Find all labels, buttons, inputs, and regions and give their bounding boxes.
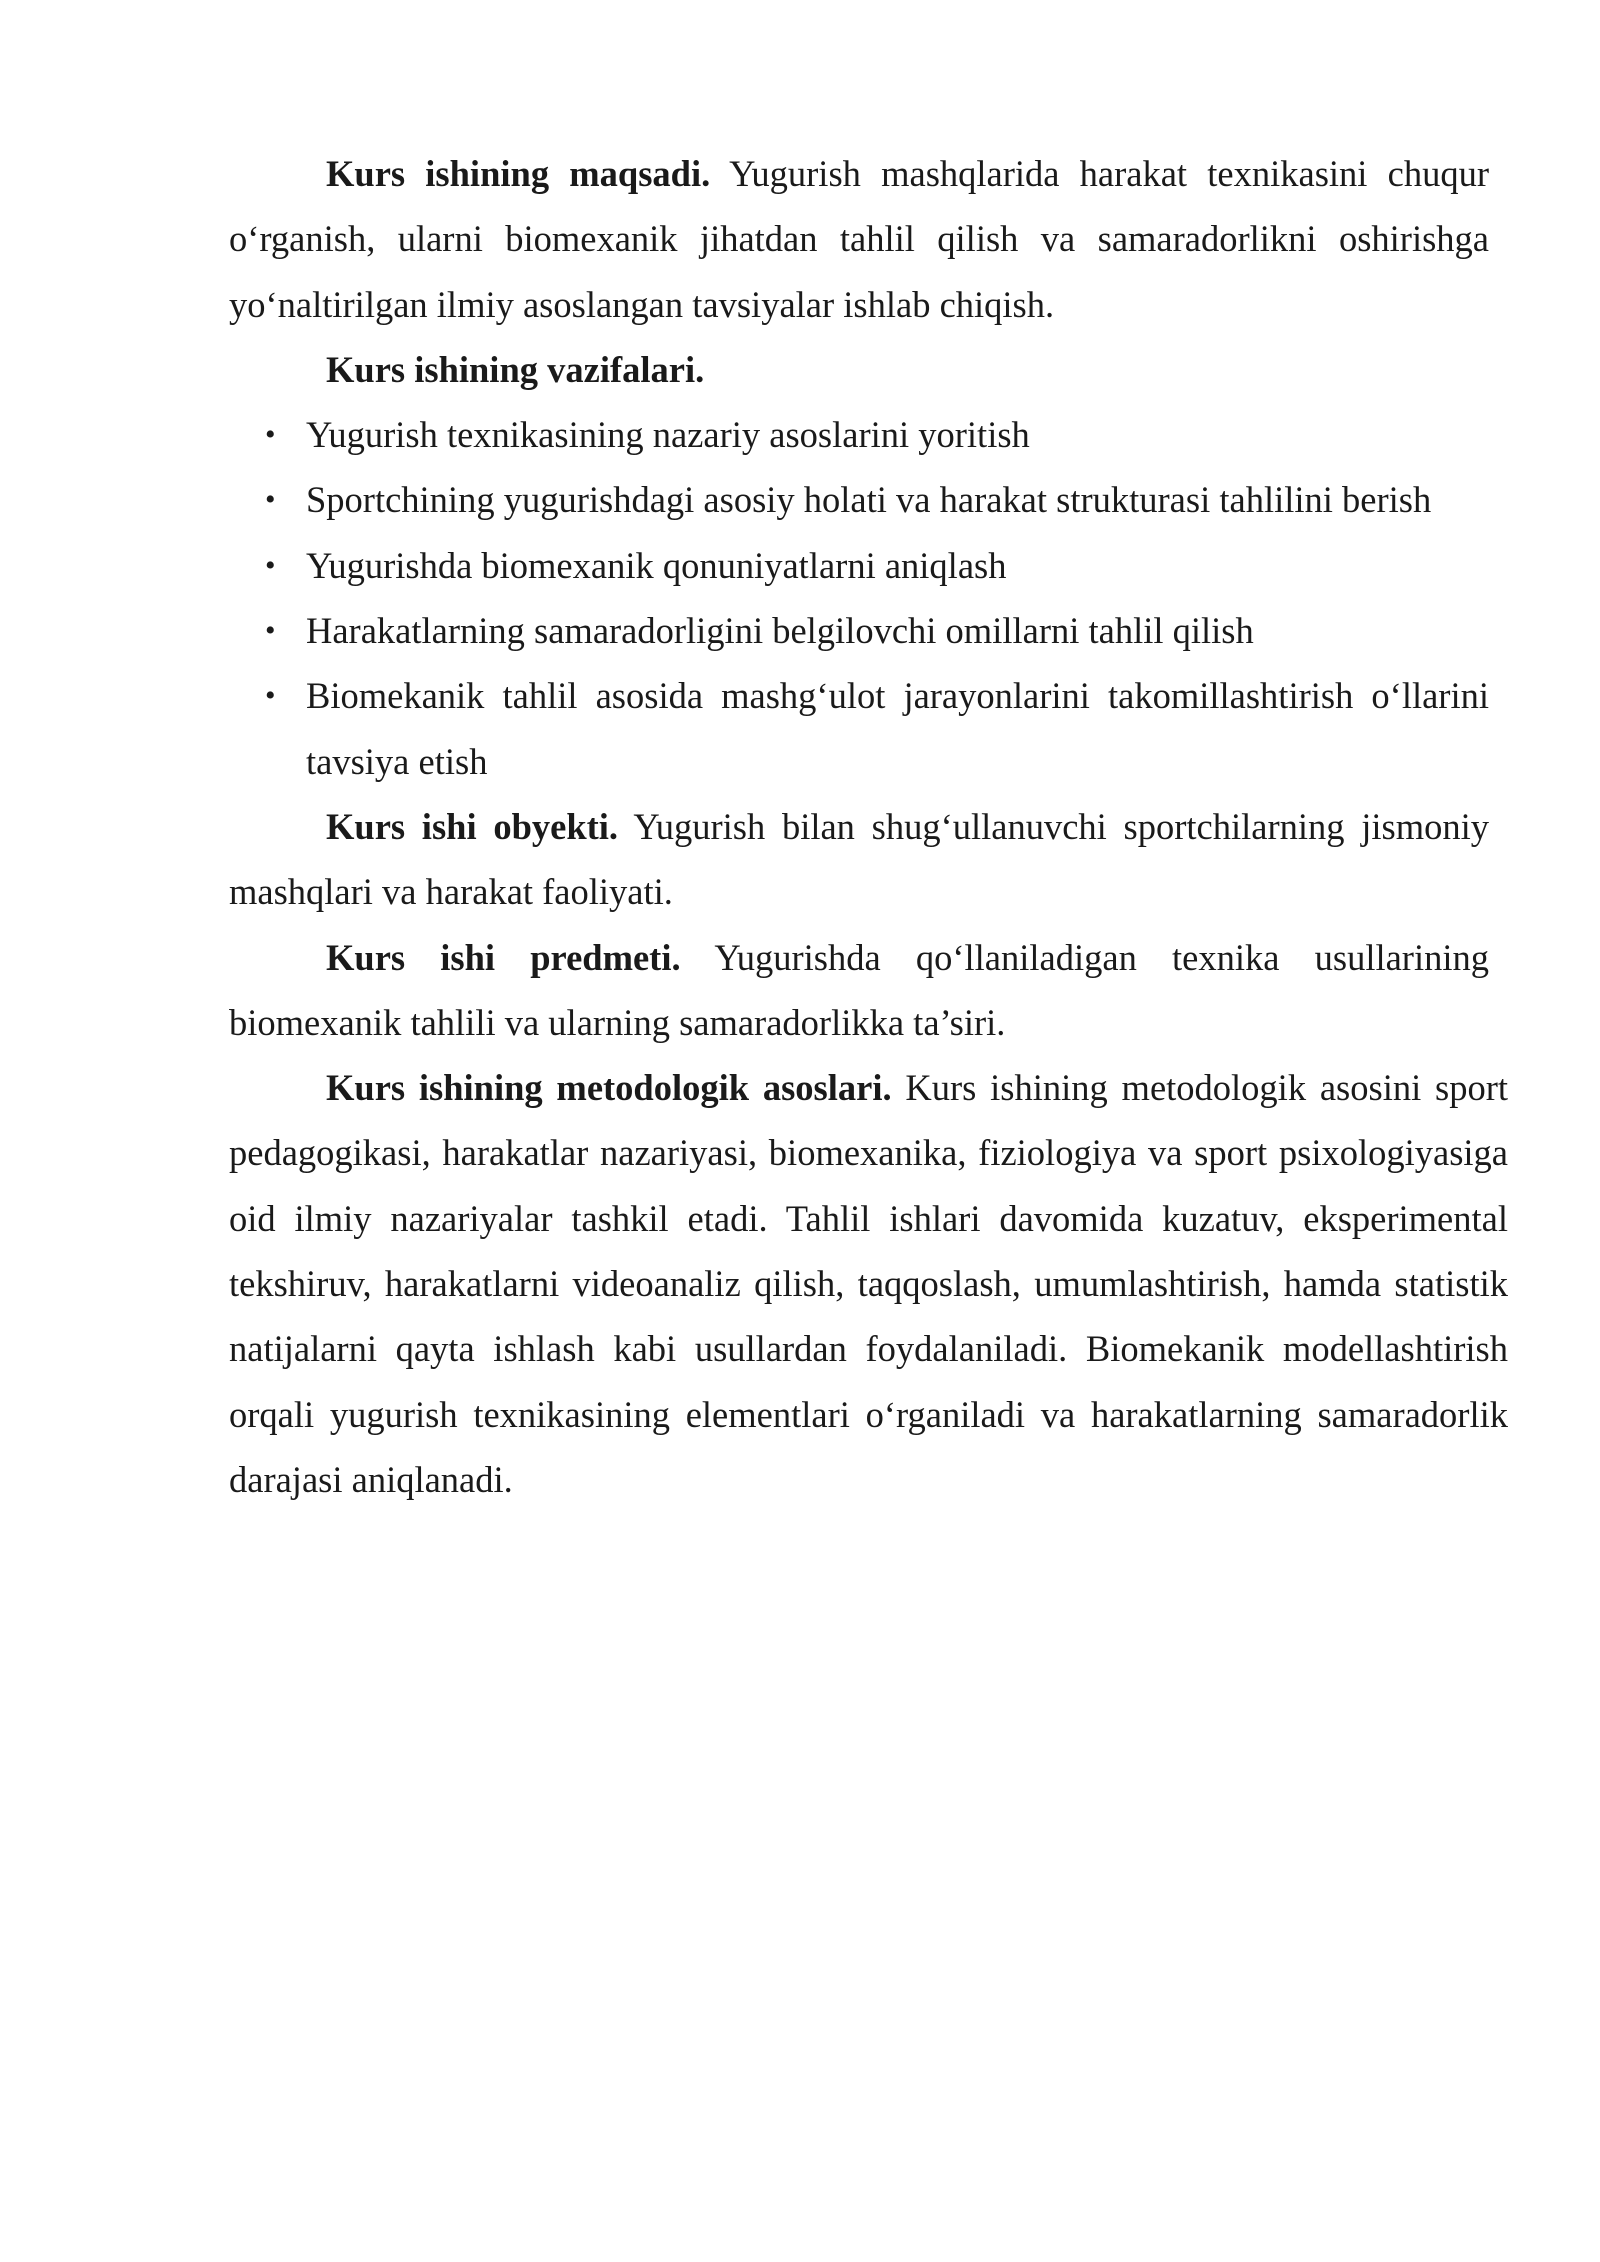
- task-text: Yugurish texnikasining nazariy asoslarini yoritish: [306, 414, 1030, 456]
- document-page: [229, 141, 1509, 1512]
- tasks-list: [229, 402, 1489, 794]
- list-item: [229, 663, 1489, 794]
- bullet-icon: •: [265, 483, 276, 517]
- purpose-text: Yugurish mashqlarida harakat texnikasini chuqur o‘rganish, ularni biomexanik jihatdan tahlil qilish va samaradorlikni oshirishga yo‘naltirilgan ilmiy asoslangan tavsiyalar ishlab chiqish.: [229, 153, 1489, 325]
- object-text: Yugurish bilan shug‘ullanuvchi sportchilarning jismoniy mashqlari va harakat faoliyati.: [229, 805, 1489, 913]
- list-item: [229, 598, 1489, 663]
- task-text: Biomekanik tahlil asosida mashg‘ulot jarayonlarini takomillashtirish o‘llarini tavsiya etish: [306, 675, 1489, 782]
- list-item: [229, 402, 1489, 467]
- task-text: Yugurishda biomexanik qonuniyatlarni aniqlash: [306, 544, 1007, 586]
- bullet-icon: •: [265, 614, 276, 648]
- bullet-icon: •: [265, 418, 276, 452]
- methodology-paragraph: [229, 1055, 1508, 1512]
- methodology-heading: Kurs ishining metodologik asoslari.: [326, 1067, 892, 1109]
- subject-paragraph: [229, 925, 1489, 1056]
- object-paragraph: [229, 794, 1489, 925]
- methodology-text: Kurs ishining metodologik asosini sport pedagogikasi, harakatlar nazariyasi, biomexanika, fiziologiya va sport psixologiyasiga oid ilmiy nazariyalar tashkil etadi. Tahlil ishlari davomida kuzatuv, eksperimental tekshiruv, harakatlarni videoanaliz qilish, taqqoslash, umumlashtirish, hamda statistik natijalarni qayta ishlash kabi usullardan foydalaniladi. Biomekanik modellashtirish orqali yugurish texnikasining elementlari o‘rganiladi va harakatlarning samaradorlik darajasi aniqlanadi.: [229, 1067, 1509, 1500]
- list-item: [229, 533, 1489, 598]
- list-item: [229, 467, 1489, 532]
- bullet-icon: •: [265, 679, 276, 713]
- purpose-heading: Kurs ishining maqsadi.: [326, 153, 711, 194]
- task-text: Harakatlarning samaradorligini belgilovchi omillarni tahlil qilish: [306, 610, 1254, 652]
- object-heading: Kurs ishi obyekti.: [326, 805, 619, 847]
- task-text: Sportchining yugurishdagi asosiy holati va harakat strukturasi tahlilini berish: [306, 479, 1432, 521]
- purpose-paragraph: [229, 141, 1489, 337]
- tasks-heading: Kurs ishining vazifalari.: [326, 348, 705, 390]
- bullet-icon: •: [265, 548, 276, 582]
- subject-heading: Kurs ishi predmeti.: [326, 936, 681, 978]
- subject-text: Yugurishda qo‘llaniladigan texnika usullarining biomexanik tahlili va ularning samaradorlikka ta’siri.: [229, 936, 1489, 1043]
